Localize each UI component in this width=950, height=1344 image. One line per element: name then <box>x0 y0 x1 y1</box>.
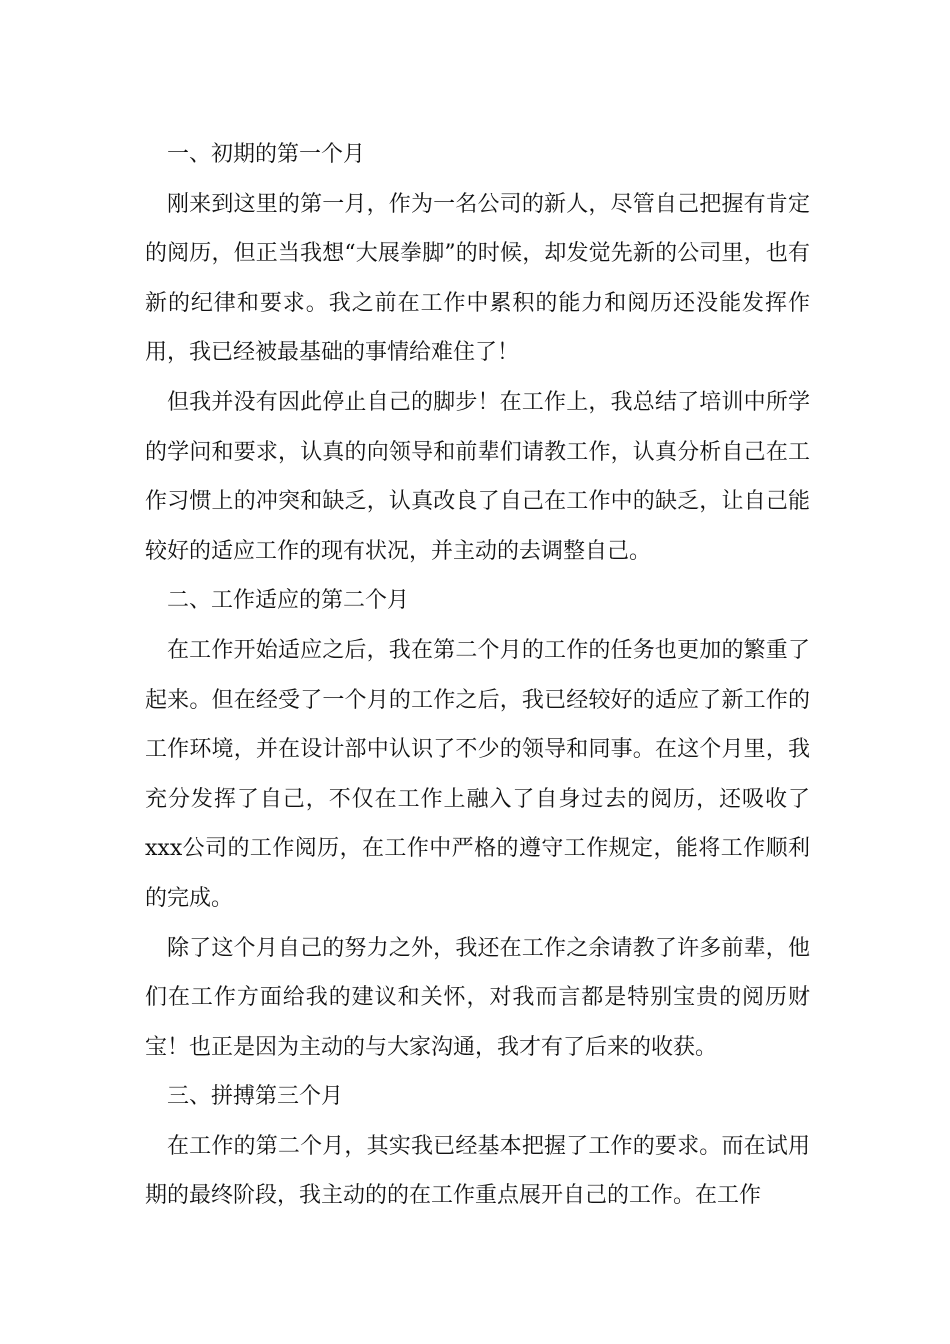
paragraph: 在工作的第二个月，其实我已经基本把握了工作的要求。而在试用期的最终阶段，我主动的的在工作重点展开自己的工作。在工作 <box>145 1133 810 1209</box>
section-heading-1: 一、初期的第一个月 <box>167 142 366 167</box>
paragraph: 刚来到这里的第一月，作为一名公司的新人，尽管自己把握有肯定的阅历，但正当我想“大展拳脚”的时候，却发觉先新的公司里，也有新的纪律和要求。我之前在工作中累积的能力和阅历还没能发挥作用，我已经被最基础的事情给难住了！ <box>145 191 810 366</box>
document-body <box>145 130 810 1221</box>
section-heading-2: 二、工作适应的第二个月 <box>167 588 410 614</box>
paragraph: 除了这个月自己的努力之外，我还在工作之余请教了许多前辈，他们在工作方面给我的建议和关怀，对我而言都是特别宝贵的阅历财宝！也正是因为主动的与大家沟通，我才有了后来的收获。 <box>145 935 810 1060</box>
paragraph: 但我并没有因此停止自己的脚步！在工作上，我总结了培训中所学的学问和要求，认真的向领导和前辈们请教工作，认真分析自己在工作习惯上的冲突和缺乏，认真改良了自己在工作中的缺乏，让自己能较好的适应工作的现有状况，并主动的去调整自己。 <box>145 389 810 564</box>
section-heading-3: 三、拼搏第三个月 <box>167 1084 344 1110</box>
paragraph: 在工作开始适应之后，我在第二个月的工作的任务也更加的繁重了起来。但在经受了一个月的工作之后，我已经较好的适应了新工作的工作环境，并在设计部中认识了不少的领导和同事。在这个月里，我充分发挥了自己，不仅在工作上融入了自身过去的阅历，还吸收了xxx公司的工作阅历，在工作中严格的遵守工作规定，能将工作顺利的完成。 <box>145 637 810 911</box>
